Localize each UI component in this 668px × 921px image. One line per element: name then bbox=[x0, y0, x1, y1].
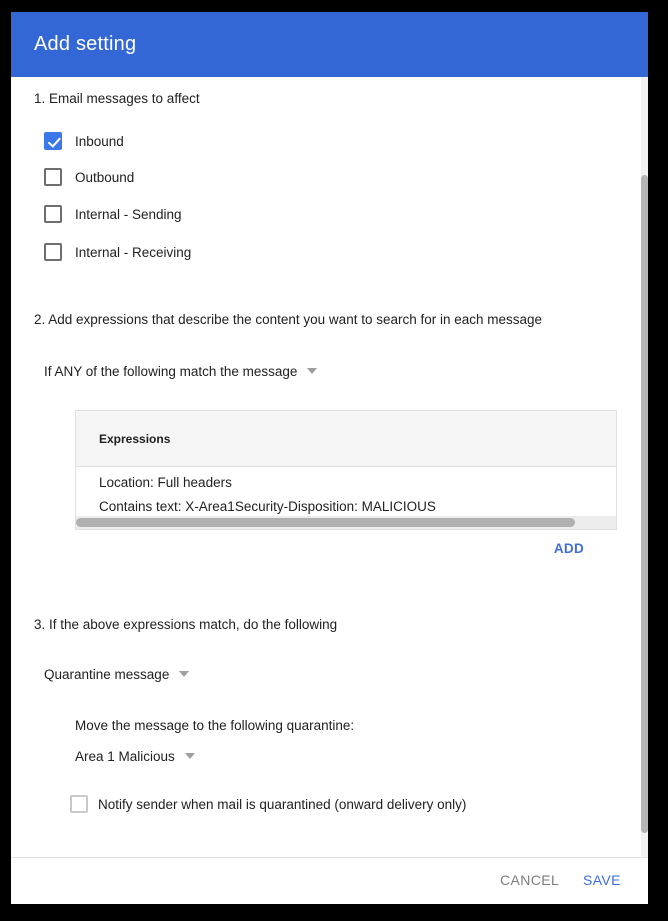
horizontal-scrollbar-thumb[interactable] bbox=[76, 518, 575, 527]
inbound-label: Inbound bbox=[75, 133, 124, 149]
dialog-footer bbox=[11, 857, 648, 904]
expressions-table-header bbox=[76, 411, 616, 467]
outbound-label: Outbound bbox=[75, 169, 135, 185]
dialog-title: Add setting bbox=[34, 33, 137, 55]
action-dropdown-value: Quarantine message bbox=[44, 667, 170, 682]
checkbox-row-notify-sender[interactable] bbox=[70, 795, 466, 813]
match-condition-value: If ANY of the following match the message bbox=[44, 364, 298, 379]
expression-row-contains[interactable]: Contains text: X-Area1Security-Disposition: MALICIOUS bbox=[99, 499, 436, 514]
section2-label: 2. Add expressions that describe the content you want to search for in each message bbox=[34, 312, 543, 327]
expressions-table bbox=[75, 410, 617, 530]
internal-receiving-checkbox[interactable] bbox=[44, 243, 62, 261]
chevron-down-icon bbox=[185, 753, 195, 759]
expression-row-location[interactable]: Location: Full headers bbox=[99, 475, 232, 490]
internal-sending-label: Internal - Sending bbox=[75, 206, 182, 222]
checkbox-row-internal-sending[interactable] bbox=[44, 205, 182, 223]
match-condition-dropdown[interactable] bbox=[44, 364, 317, 379]
cancel-button[interactable]: CANCEL bbox=[500, 872, 560, 888]
horizontal-scrollbar-track[interactable] bbox=[76, 516, 616, 529]
outbound-checkbox[interactable] bbox=[44, 168, 62, 186]
notify-sender-label: Notify sender when mail is quarantined (onward delivery only) bbox=[98, 796, 467, 812]
section3-label: 3. If the above expressions match, do the following bbox=[34, 617, 338, 632]
chevron-down-icon bbox=[307, 368, 317, 374]
notify-sender-checkbox[interactable] bbox=[70, 795, 88, 813]
chevron-down-icon bbox=[179, 671, 189, 677]
add-setting-dialog bbox=[11, 12, 648, 904]
checkbox-row-inbound[interactable] bbox=[44, 132, 124, 150]
quarantine-instruction-label: Move the message to the following quarantine: bbox=[75, 718, 355, 733]
internal-sending-checkbox[interactable] bbox=[44, 205, 62, 223]
quarantine-select-value: Area 1 Malicious bbox=[75, 749, 175, 764]
vertical-scrollbar-track[interactable] bbox=[641, 77, 648, 857]
checkbox-row-outbound[interactable] bbox=[44, 168, 134, 186]
action-dropdown[interactable] bbox=[44, 667, 189, 682]
vertical-scrollbar-thumb[interactable] bbox=[641, 175, 648, 833]
add-expression-button[interactable]: ADD bbox=[553, 541, 584, 556]
inbound-checkbox[interactable] bbox=[44, 132, 62, 150]
dialog-header bbox=[11, 12, 648, 77]
section1-label: 1. Email messages to affect bbox=[34, 91, 200, 106]
save-button[interactable]: SAVE bbox=[583, 872, 621, 888]
internal-receiving-label: Internal - Receiving bbox=[75, 244, 192, 260]
checkbox-row-internal-receiving[interactable] bbox=[44, 243, 191, 261]
quarantine-select-dropdown[interactable] bbox=[75, 749, 195, 764]
expressions-column-header: Expressions bbox=[99, 432, 171, 446]
